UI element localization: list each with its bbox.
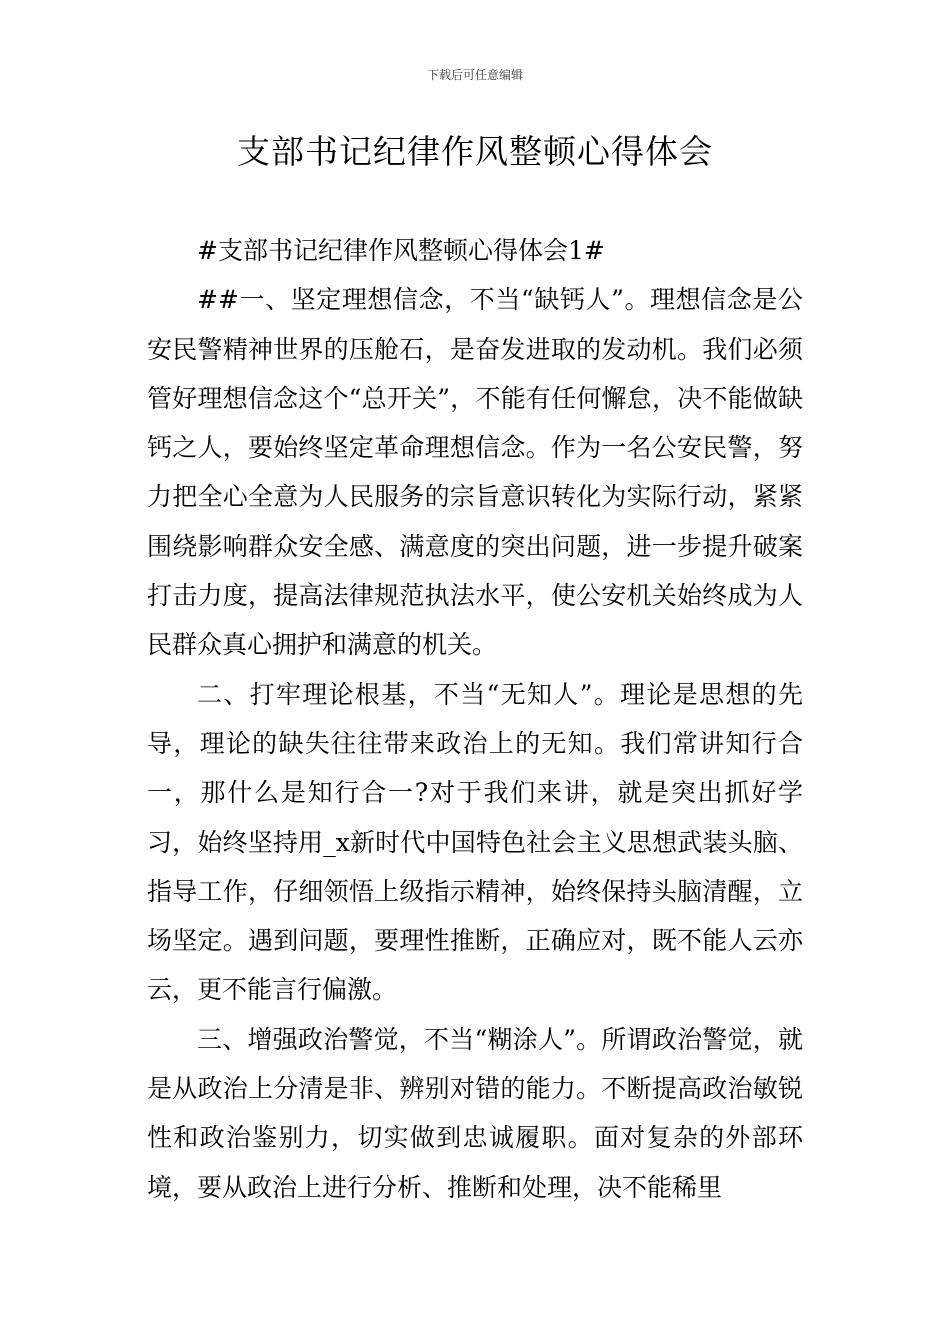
document-body (147, 226, 803, 1212)
paragraph-section-3: 三、增强政治警觉，不当“糊涂人”。所谓政治警觉，就是从政治上分清是非、辨别对错的能力。不断提高政治敏锐性和政治鉴别力，切实做到忠诚履职。面对复杂的外部环境，要从政治上进行分析、推断和处理，决不能稀里 (147, 1024, 803, 1202)
header-note: 下载后可任意编辑 (426, 68, 523, 82)
paragraph-section-2: 二、打牢理论根基，不当“无知人”。理论是思想的先导，理论的缺失往往带来政治上的无知。我们常讲知行合一，那什么是知行合一?对于我们来讲，就是突出抓好学习，始终坚持用_x新时代中国特色社会主义思想武装头脑、指导工作，仔细领悟上级指示精神，始终保持头脑清醒，立场坚定。遇到问题，要理性推断，正确应对，既不能人云亦云，更不能言行偏激。 (147, 679, 803, 1005)
document-title: 支部书记纪律作风整顿心得体会 (237, 132, 713, 171)
paragraph-subtitle: #支部书记纪律作风整顿心得体会1# (197, 236, 605, 265)
paragraph-section-1: ##一、坚定理想信念，不当“缺钙人”。理想信念是公安民警精神世界的压舱石，是奋发进取的发动机。我们必须管好理想信念这个“总开关”，不能有任何懈怠，决不能做缺钙之人，要始终坚定革命理想信念。作为一名公安民警，努力把全心全意为人民服务的宗旨意识转化为实际行动，紧紧围绕影响群众安全感、满意度的突出问题，进一步提升破案打击力度，提高法律规范执法水平，使公安机关始终成为人民群众真心拥护和满意的机关。 (147, 285, 803, 660)
